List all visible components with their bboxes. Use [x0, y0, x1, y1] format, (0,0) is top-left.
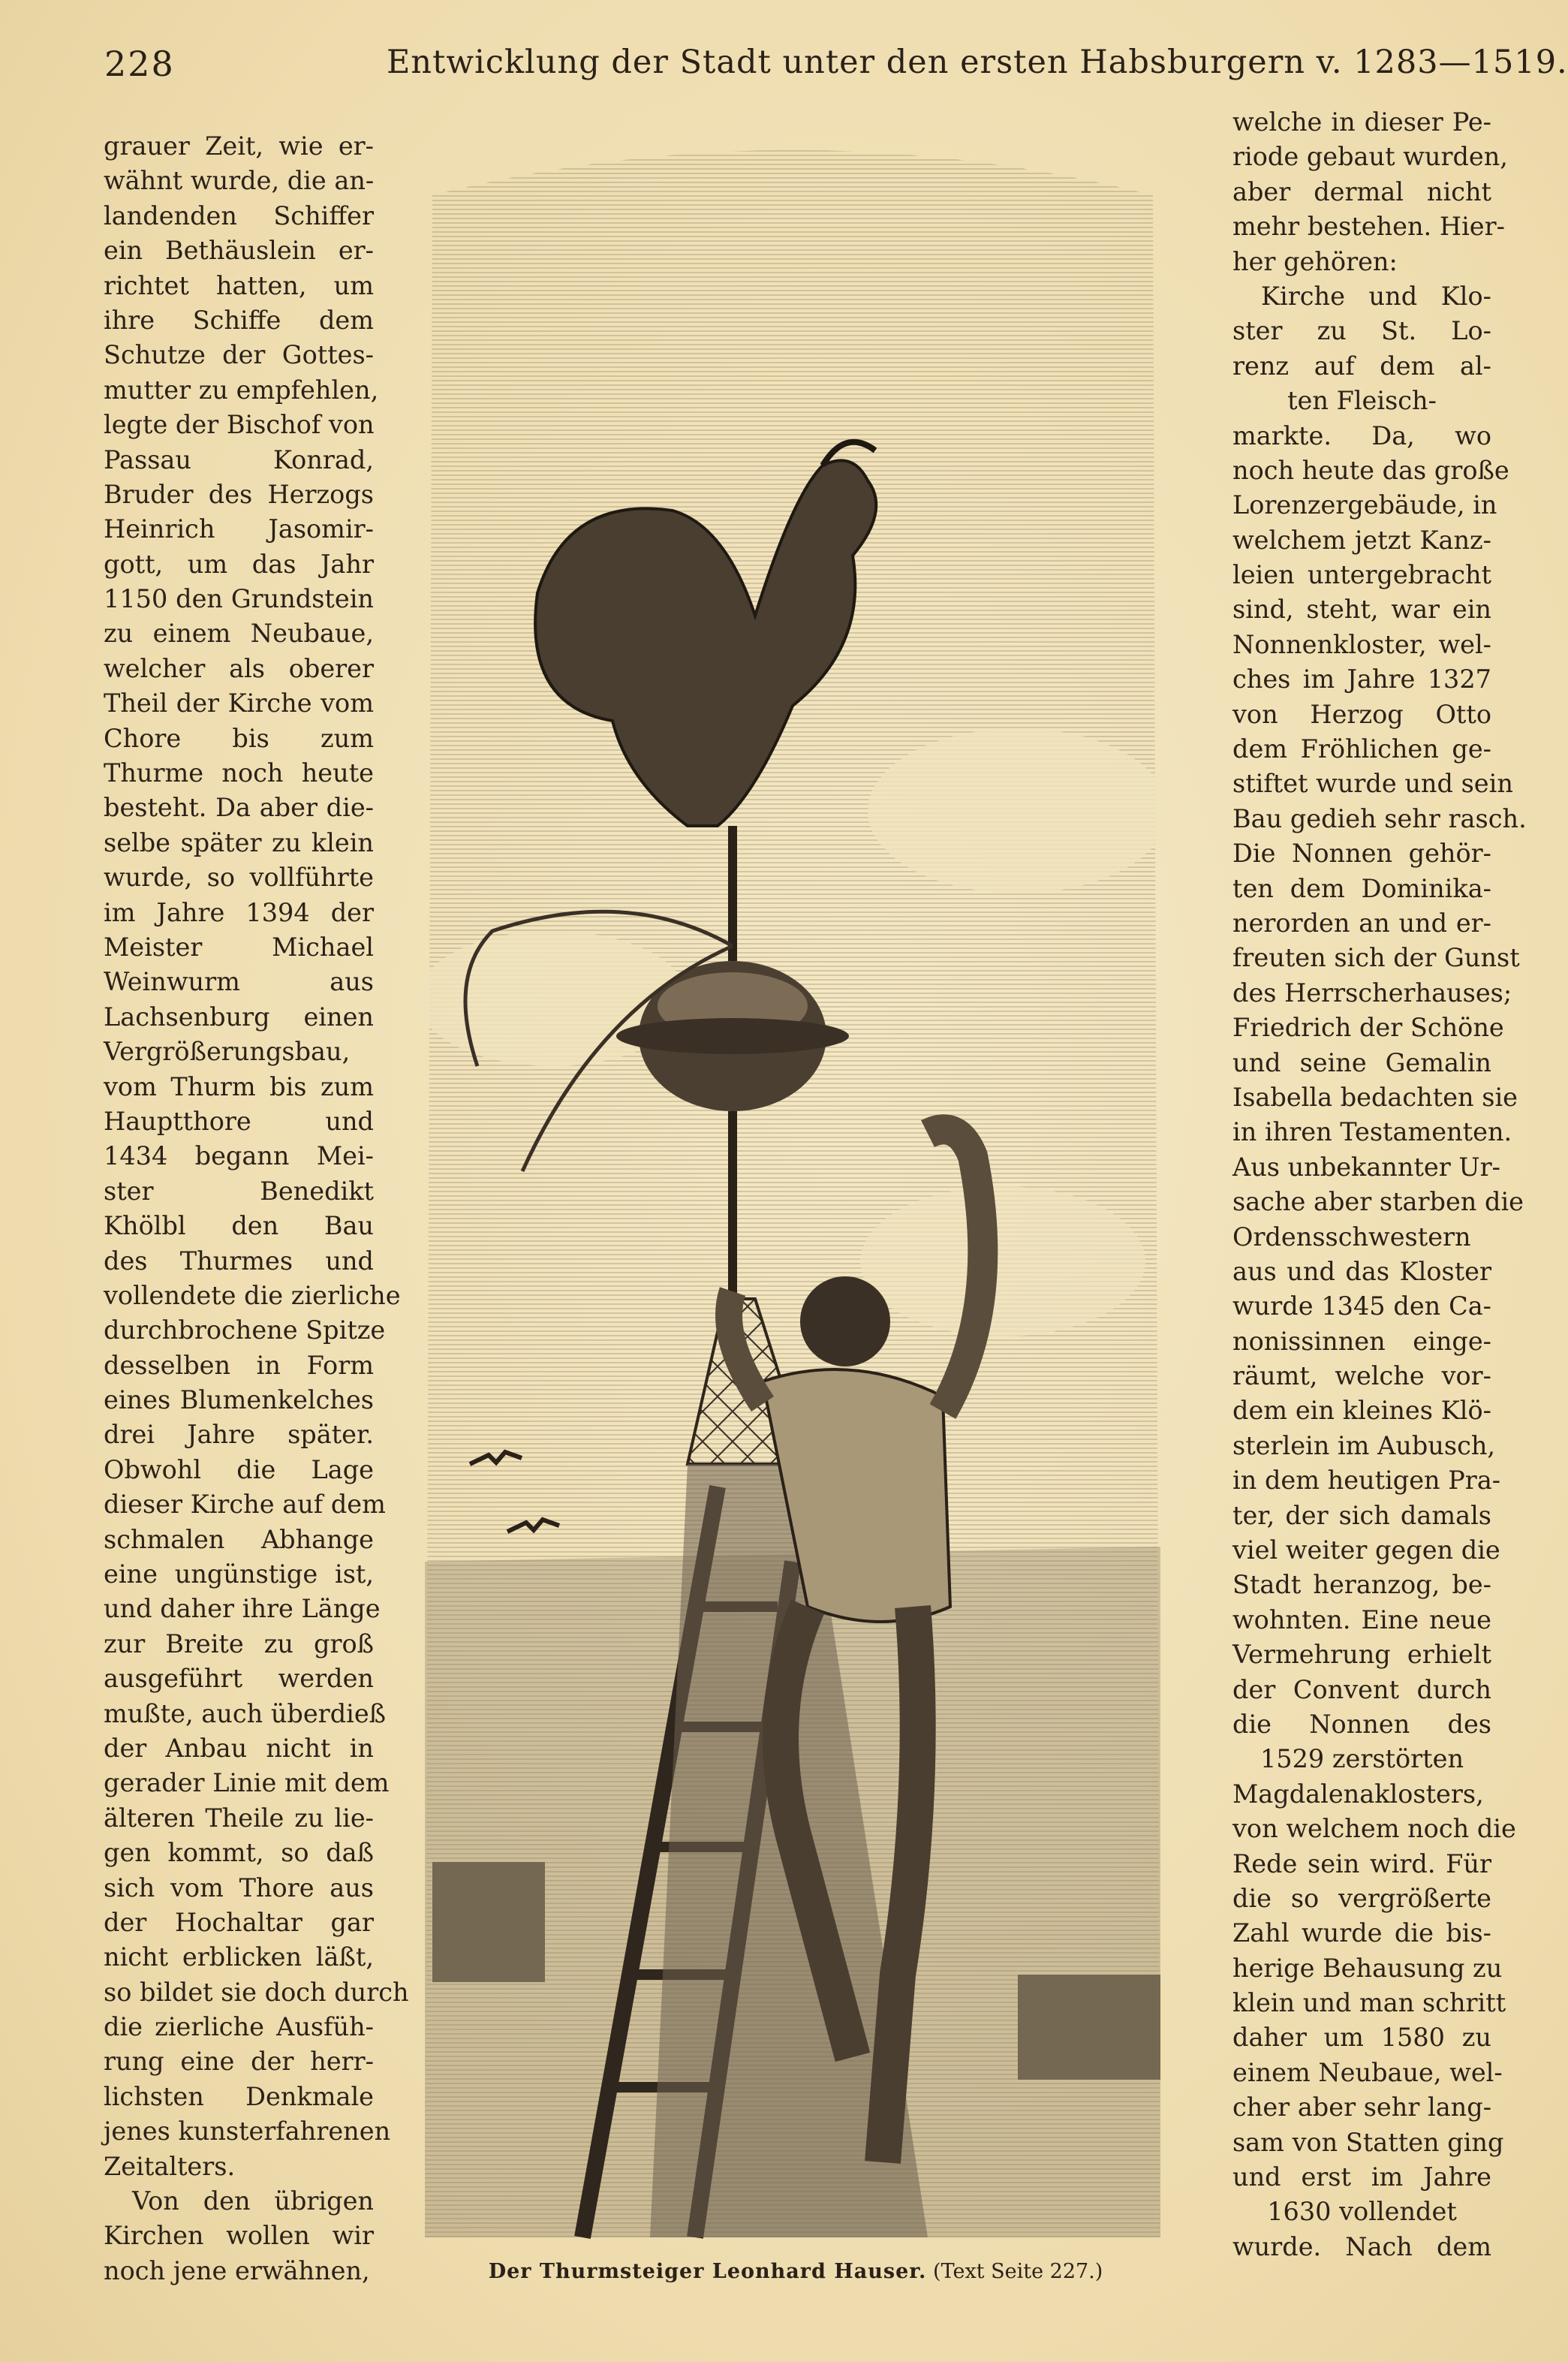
text-line: her gehören:: [1232, 246, 1398, 276]
text-line: besteht. Da aber die-: [104, 793, 374, 823]
text-line: sind, steht, war ein: [1232, 595, 1491, 625]
text-line: Theil der Kirche vom: [104, 688, 374, 719]
page-header: [101, 44, 1568, 89]
text-line: gott, um das Jahr: [104, 549, 374, 579]
text-line: räumt, welche vor-: [1232, 1361, 1491, 1391]
right-text-column: [1232, 105, 1527, 2264]
text-line: ihre Schiffe dem: [104, 305, 374, 335]
text-line: gerader Linie mit dem: [104, 1768, 390, 1798]
text-line: nonissinnen einge-: [1232, 1326, 1491, 1356]
text-line: welcher als oberer: [104, 653, 374, 683]
text-line: wurde. Nach dem: [1232, 2231, 1491, 2261]
text-line: ches im Jahre 1327: [1232, 664, 1491, 694]
text-line: Aus unbekannter Ur-: [1232, 1152, 1500, 1182]
text-line: von welchem noch die: [1232, 1814, 1516, 1844]
text-line: drei Jahre später.: [104, 1420, 374, 1450]
text-line: landenden Schiffer: [104, 200, 374, 230]
caption-reference: (Text Seite 227.): [933, 2260, 1103, 2283]
text-line: 1150 den Grundstein: [104, 584, 374, 614]
steeplejack-engraving-icon: [402, 135, 1183, 2252]
left-text-column: [104, 129, 409, 2288]
text-line: wurde, so vollführte: [104, 863, 374, 893]
text-line: richtet hatten, um: [104, 270, 374, 300]
text-line: mutter zu empfehlen,: [104, 375, 379, 405]
text-line: mußte, auch überdieß: [104, 1698, 387, 1728]
text-line: jenes kunsterfahrenen: [104, 2116, 391, 2147]
text-line: eines Blumenkelches: [104, 1385, 374, 1415]
text-line: selbe später zu klein: [104, 827, 374, 857]
text-line: im Jahre 1394 der: [104, 897, 374, 927]
text-line: mehr bestehen. Hier-: [1232, 212, 1505, 242]
text-line: Vergrößerungsbau,: [104, 1037, 351, 1067]
text-line: zur Breite zu groß: [104, 1628, 374, 1659]
text-line: Die Nonnen gehör-: [1232, 839, 1491, 869]
text-line: herige Behausung zu: [1232, 1953, 1503, 1983]
text-line: und seine Gemalin: [1232, 1047, 1491, 1077]
text-line: zu einem Neubaue,: [104, 619, 374, 649]
text-line: ausgeführt werden: [104, 1664, 374, 1694]
text-line: Bau gedieh sehr rasch.: [1232, 803, 1527, 833]
text-line: Ordensschwestern: [1232, 1222, 1471, 1252]
text-line: Hauptthore und: [104, 1106, 374, 1136]
text-line: ster Benedikt: [104, 1176, 374, 1206]
text-line: Lorenzergebäude, in: [1232, 490, 1497, 520]
text-line: Lachsenburg einen: [104, 1002, 374, 1032]
text-line: die Nonnen des: [1232, 1709, 1491, 1739]
text-line: ter, der sich damals: [1232, 1500, 1491, 1530]
text-line: nerorden an und er-: [1232, 908, 1491, 938]
text-line: der Anbau nicht in: [104, 1733, 374, 1763]
text-line: der Hochaltar gar: [104, 1907, 374, 1937]
text-line: aus und das Kloster: [1232, 1256, 1491, 1286]
text-line: in ihren Testamenten.: [1232, 1117, 1512, 1147]
text-line: Von den übrigen: [132, 2186, 374, 2216]
text-line: rung eine der herr-: [104, 2047, 374, 2077]
text-line: grauer Zeit, wie er-: [104, 131, 374, 161]
text-line: die so vergrößerte: [1232, 1883, 1491, 1913]
figure-caption: [450, 2260, 1141, 2283]
text-line: eine ungünstige ist,: [104, 1559, 374, 1589]
text-line: so bildet sie doch durch: [104, 1977, 409, 2007]
text-line: klein und man schritt: [1232, 1988, 1506, 2018]
text-line: Magdalenaklosters,: [1232, 1779, 1484, 1809]
text-line: ten Fleisch-: [1287, 386, 1437, 416]
text-line: sache aber starben die: [1232, 1187, 1524, 1217]
text-line: viel weiter gegen die: [1232, 1535, 1500, 1565]
text-line: aber dermal nicht: [1232, 176, 1491, 206]
text-line: der Convent durch: [1232, 1674, 1491, 1704]
text-line: Rede sein wird. Für: [1232, 1848, 1491, 1878]
text-line: sich vom Thore aus: [104, 1872, 374, 1903]
text-line: Zeitalters.: [104, 2151, 236, 2181]
text-line: Friedrich der Schöne: [1232, 1013, 1504, 1043]
text-line: noch heute das große: [1232, 455, 1509, 485]
text-line: einem Neubaue, wel-: [1232, 2057, 1503, 2087]
text-line: desselben in Form: [104, 1350, 374, 1380]
caption-title: Der Thurmsteiger Leonhard Hauser.: [488, 2260, 927, 2283]
text-line: 1434 begann Mei-: [104, 1141, 374, 1171]
text-line: älteren Theile zu lie-: [104, 1803, 374, 1833]
text-line: welche in dieser Pe-: [1232, 107, 1491, 137]
text-line: Kirche und Klo-: [1261, 281, 1491, 311]
text-line: vollendete die zierliche: [104, 1280, 401, 1310]
text-line: Heinrich Jasomir-: [104, 514, 374, 544]
text-line: riode gebaut wurden,: [1232, 142, 1508, 172]
text-line: und daher ihre Länge: [104, 1594, 381, 1624]
text-line: durchbrochene Spitze: [104, 1315, 386, 1345]
text-line: welchem jetzt Kanz-: [1232, 525, 1491, 555]
text-line: Meister Michael: [104, 932, 374, 962]
text-line: Stadt heranzog, be-: [1232, 1570, 1491, 1600]
text-line: Isabella bedachten sie: [1232, 1082, 1518, 1112]
text-line: und erst im Jahre: [1232, 2162, 1491, 2192]
text-line: daher um 1580 zu: [1232, 2023, 1491, 2053]
text-line: schmalen Abhange: [104, 1524, 374, 1554]
text-line: in dem heutigen Pra-: [1232, 1466, 1501, 1496]
text-line: Weinwurm aus: [104, 967, 374, 997]
text-line: 1529 zerstörten: [1260, 1744, 1464, 1774]
text-line: lichsten Denkmale: [104, 2081, 374, 2111]
text-line: cher aber sehr lang-: [1232, 2092, 1492, 2122]
text-line: Vermehrung erhielt: [1232, 1640, 1491, 1670]
text-line: markte. Da, wo: [1232, 420, 1491, 450]
text-line: von Herzog Otto: [1232, 699, 1491, 729]
text-line: wohnten. Eine neue: [1232, 1604, 1491, 1634]
illustration: [402, 135, 1183, 2252]
text-line: Kirchen wollen wir: [104, 2221, 374, 2251]
text-line: sam von Statten ging: [1232, 2127, 1504, 2157]
text-line: Thurme noch heute: [104, 758, 374, 788]
text-line: freuten sich der Gunst: [1232, 943, 1520, 973]
page-number: 228: [104, 44, 175, 84]
text-line: wähnt wurde, die an-: [104, 166, 375, 196]
text-line: Khölbl den Bau: [104, 1211, 374, 1241]
text-line: noch jene erwähnen,: [104, 2255, 370, 2285]
running-title: Entwicklung der Stadt unter den ersten Habsburgern v. 1283—1519.: [387, 44, 1568, 81]
text-line: Passau Konrad,: [104, 444, 374, 475]
text-line: dieser Kirche auf dem: [104, 1490, 386, 1520]
text-line: ster zu St. Lo-: [1232, 316, 1491, 346]
text-line: Schutze der Gottes-: [104, 340, 374, 370]
text-line: die zierliche Ausfüh-: [104, 2012, 374, 2042]
text-line: Nonnenkloster, wel-: [1232, 629, 1491, 659]
text-line: gen kommt, so daß: [104, 1838, 374, 1868]
text-line: 1630 vollendet: [1267, 2197, 1457, 2227]
text-line: sterlein im Aubusch,: [1232, 1430, 1496, 1460]
text-line: legte der Bischof von: [104, 410, 375, 440]
text-line: des Thurmes und: [104, 1246, 374, 1276]
text-line: Zahl wurde die bis-: [1232, 1918, 1491, 1948]
text-line: vom Thurm bis zum: [104, 1071, 374, 1101]
text-line: dem Fröhlichen ge-: [1232, 734, 1491, 764]
text-line: ten dem Dominika-: [1232, 873, 1491, 903]
text-line: ein Bethäuslein er-: [104, 236, 374, 266]
text-line: wurde 1345 den Ca-: [1232, 1291, 1491, 1321]
text-line: dem ein kleines Klö-: [1232, 1396, 1491, 1426]
text-line: Obwohl die Lage: [104, 1454, 374, 1484]
text-line: nicht erblicken läßt,: [104, 1942, 374, 1972]
text-line: leien untergebracht: [1232, 560, 1491, 590]
text-line: Chore bis zum: [104, 723, 374, 753]
text-line: renz auf dem al-: [1232, 351, 1491, 381]
text-line: des Herrscherhauses;: [1232, 978, 1512, 1008]
text-line: stiftet wurde und sein: [1232, 769, 1513, 799]
text-line: Bruder des Herzogs: [104, 479, 374, 509]
